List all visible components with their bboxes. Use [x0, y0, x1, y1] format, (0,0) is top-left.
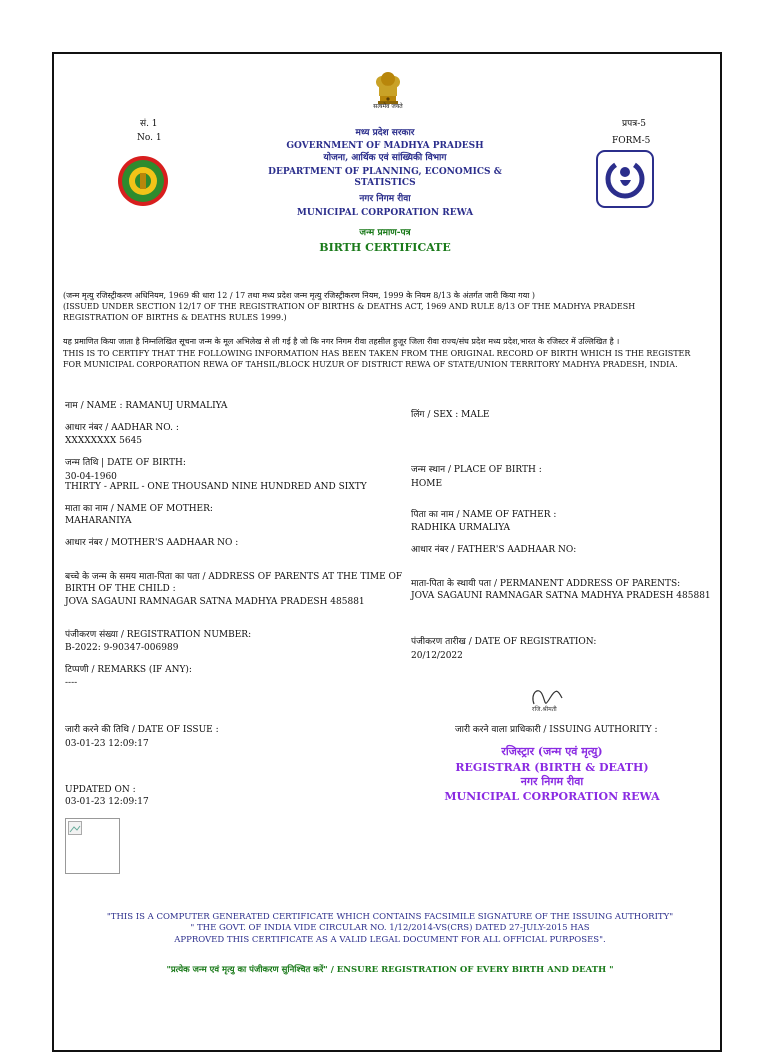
dob-label: जन्म तिथि | DATE OF BIRTH: [65, 458, 186, 468]
certify-en-1: THIS IS TO CERTIFY THAT THE FOLLOWING INFORMATION HAS BEEN TAKEN FROM THE ORIGINAL RECORD OF BIRTH WHICH IS THE REGISTER [63, 349, 691, 358]
civil-registration-logo-icon [598, 152, 652, 206]
broken-image-icon [68, 821, 82, 835]
qr-image-placeholder [65, 818, 120, 874]
form-en: FORM-5 [612, 136, 651, 146]
address-birth-label-1: बच्चे के जन्म के समय माता-पिता का पता / ADDRESS OF PARENTS AT THE TIME OF [65, 572, 403, 582]
certificate-title-hi: जन्म प्रमाण-पत्र [359, 228, 411, 238]
dept-en-1: DEPARTMENT OF PLANNING, ECONOMICS & [268, 167, 502, 177]
name-field: नाम / NAME : RAMANUJ URMALIYA [65, 401, 228, 411]
updated-on-value: 03-01-23 12:09:17 [65, 797, 149, 807]
section-en-2: REGISTRATION OF BIRTHS & DEATHS RULES 1999.) [63, 313, 287, 322]
father-aadhaar: आधार नंबर / FATHER'S AADHAAR NO: [411, 545, 577, 555]
serial-en: No. 1 [137, 133, 162, 143]
registrar-corp-hi: नगर निगम रीवा [520, 775, 584, 788]
svg-text:रजि.श्रीमती: रजि.श्रीमती [532, 706, 557, 713]
corp-en: MUNICIPAL CORPORATION REWA [296, 208, 474, 218]
section-en-1: (ISSUED UNDER SECTION 12/17 OF THE REGISTRATION OF BIRTHS & DEATHS ACT, 1969 AND RULE 8/13 OF THE MADHYA PRADESH [63, 302, 636, 311]
govt-en: GOVERNMENT OF MADHYA PRADESH [286, 141, 484, 151]
address-birth-value: JOVA SAGAUNI RAMNAGAR SATNA MADHYA PRADESH 485881 [65, 597, 365, 607]
registrar-signature-icon [524, 684, 576, 714]
dob-value: 30-04-1960 [65, 472, 117, 482]
emblem-caption: सत्यमेव जयते [373, 103, 403, 110]
permanent-address-label: माता-पिता के स्थायी पता / PERMANENT ADDRESS OF PARENTS: [411, 579, 681, 589]
address-birth-label-2: BIRTH OF THE CHILD : [65, 584, 176, 594]
aadhar-label: आधार नंबर / AADHAR NO. : [65, 423, 179, 433]
mother-value: MAHARANIYA [65, 516, 132, 526]
dob-words: THIRTY - APRIL - ONE THOUSAND NINE HUNDRED AND SIXTY [65, 482, 367, 492]
permanent-address-value: JOVA SAGAUNI RAMNAGAR SATNA MADHYA PRADESH 485881 [411, 591, 711, 601]
registration-number-value: B-2022: 9-90347-006989 [65, 643, 179, 653]
certify-hi: यह प्रमाणित किया जाता है निम्नलिखित सूचना जन्म के मूल अभिलेख से ली गई है जो कि नगर निगम रीवा तहसील हुजूर जिला रीवा राज्य/संघ प्रदेश मध्य प्रदेश,भारत के रजिस्टर में उल्लिखित है । [63, 337, 620, 346]
dept-hi: योजना, आर्थिक एवं सांख्यिकी विभाग [323, 153, 447, 163]
place-of-birth-label: जन्म स्थान / PLACE OF BIRTH : [411, 465, 542, 475]
certificate-title-en: BIRTH CERTIFICATE [319, 241, 451, 254]
mp-government-logo-icon [115, 155, 171, 207]
remarks-label: टिप्पणी / REMARKS (IF ANY): [65, 665, 192, 675]
date-of-issue-label: जारी करने की तिथि / DATE OF ISSUE : [65, 725, 219, 735]
serial-hi: सं. 1 [140, 119, 158, 129]
footer-note-2: " THE GOVT. OF INDIA VIDE CIRCULAR NO. 1/12/2014-VS(CRS) DATED 27-JULY-2015 HAS [190, 923, 590, 933]
issuing-authority-label: जारी करने वाला प्राधिकारी / ISSUING AUTHORITY : [455, 725, 658, 735]
mother-label: माता का नाम / NAME OF MOTHER: [65, 504, 213, 514]
updated-on-label: UPDATED ON : [65, 785, 136, 795]
footer-note-1: "THIS IS A COMPUTER GENERATED CERTIFICATE WHICH CONTAINS FACSIMILE SIGNATURE OF THE ISSUING AUTHORITY" [106, 912, 674, 922]
place-of-birth-value: HOME [411, 479, 443, 489]
remarks-value: ---- [65, 678, 78, 688]
registration-number-label: पंजीकरण संख्या / REGISTRATION NUMBER: [65, 630, 252, 640]
certify-en-2: FOR MUNICIPAL CORPORATION REWA OF TAHSIL/BLOCK HUZUR OF DISTRICT REWA OF STATE/UNION TERRITORY MADHYA PRADESH, INDIA. [63, 360, 678, 369]
father-value: RADHIKA URMALIYA [411, 523, 510, 533]
father-label: पिता का नाम / NAME OF FATHER : [411, 510, 557, 520]
dept-en-2: STATISTICS [354, 178, 416, 188]
registrar-title-hi: रजिस्ट्रार (जन्म एवं मृत्यु) [501, 745, 603, 758]
registrar-title-en: REGISTRAR (BIRTH & DEATH) [455, 761, 649, 774]
aadhar-value: XXXXXXXX 5645 [65, 436, 143, 446]
registrar-corp-en: MUNICIPAL CORPORATION REWA [444, 790, 660, 803]
date-of-issue-value: 03-01-23 12:09:17 [65, 739, 149, 749]
registration-date-label: पंजीकरण तारीख / DATE OF REGISTRATION: [411, 637, 597, 647]
section-hi: (जन्म मृत्यु रजिस्ट्रीकरण अधिनियम, 1969 की धारा 12 / 17 तथा मध्य प्रदेश जन्म मृत्यु रजिस्ट्रीकरण नियम, 1999 के नियम 8/13 के अंतर्गत जारी किया गया ) [63, 291, 535, 300]
sex-field: लिंग / SEX : MALE [411, 410, 490, 420]
registration-date-value: 20/12/2022 [411, 651, 463, 661]
form-hi: प्रपत्र-5 [622, 119, 646, 129]
govt-hi: मध्य प्रदेश सरकार [355, 128, 415, 138]
footer-slogan: "प्रत्येक जन्म एवं मृत्यु का पंजीकरण सुनिश्चित करें" / ENSURE REGISTRATION OF EVERY BIRTH AND DEATH " [166, 965, 614, 975]
mother-aadhaar: आधार नंबर / MOTHER'S AADHAAR NO : [65, 538, 239, 548]
footer-note-3: APPROVED THIS CERTIFICATE AS A VALID LEGAL DOCUMENT FOR ALL OFFICIAL PURPOSES". [174, 935, 606, 945]
corp-hi: नगर निगम रीवा [359, 194, 411, 204]
civil-registration-logo [596, 150, 654, 208]
